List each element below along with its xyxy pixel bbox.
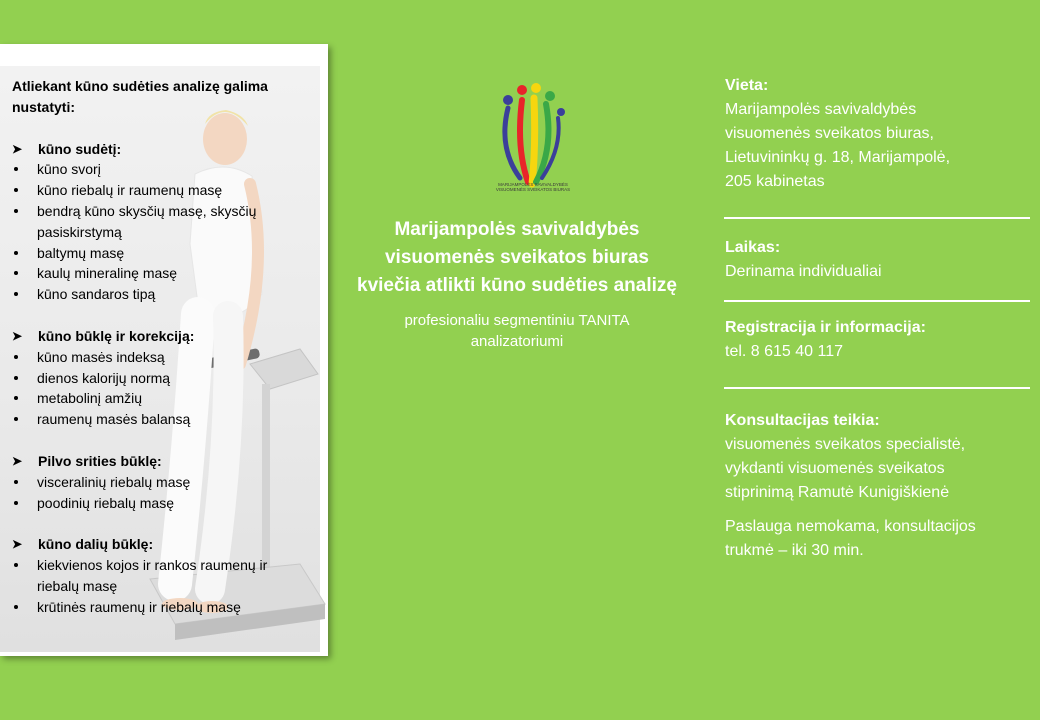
- arrow-bullet-icon: ➤: [12, 141, 23, 156]
- logo-caption: MARIJAMPOLĖS SAVIVALDYBĖS VISUOMENĖS SVEIKATOS BIURAS: [495, 182, 571, 192]
- place-line: 205 kabinetas: [725, 173, 825, 190]
- list-item: visceralinių riebalų masę: [12, 472, 312, 493]
- headline: Marijampolės savivaldybės visuomenės sveikatos biuras kviečia atlikti kūno sudėties analizę: [357, 219, 677, 296]
- arrow-bullet-icon: ➤: [12, 537, 23, 552]
- divider: [724, 217, 1030, 219]
- list-item: krūtinės raumenų ir riebalų masę: [12, 597, 312, 618]
- divider: [724, 300, 1030, 302]
- time-value: Derinama individualiai: [725, 263, 882, 280]
- arrow-bullet-icon: ➤: [12, 328, 23, 343]
- info-panel: [0, 44, 328, 656]
- consultant-line: vykdanti visuomenės sveikatos: [725, 460, 945, 477]
- section-list: [12, 555, 312, 617]
- consultant-line: visuomenės sveikatos specialistė,: [725, 436, 966, 453]
- list-item: baltymų masę: [12, 243, 312, 264]
- list-item: poodinių riebalų masę: [12, 493, 312, 514]
- list-item: kūno riebalų ir raumenų masę: [12, 180, 312, 201]
- place-line: Marijampolės savivaldybės: [725, 101, 917, 118]
- place-label: Vieta:: [725, 77, 769, 94]
- arrow-bullet-icon: ➤: [12, 453, 23, 468]
- service-note: Paslauga nemokama, konsultacijos: [725, 518, 976, 535]
- list-item: kūno masės indeksą: [12, 347, 312, 368]
- details-column: [725, 74, 1030, 563]
- organization-logo: [478, 78, 588, 196]
- list-item: raumenų masės balansą: [12, 409, 312, 430]
- section-title: ➤ kūno būklę ir korekciją:: [12, 326, 312, 347]
- section-list: [12, 159, 312, 305]
- place-line: visuomenės sveikatos biuras,: [725, 125, 934, 142]
- list-item: kiekvienos kojos ir rankos raumenų ir riebalų masę: [12, 555, 312, 597]
- subheadline: profesionaliu segmentiniu TANITA analizatoriumi: [404, 312, 630, 350]
- consultant-line: stiprinimą Ramutė Kunigiškienė: [725, 484, 950, 501]
- list-item: dienos kalorijų normą: [12, 368, 312, 389]
- section-title: ➤ kūno dalių būklę:: [12, 534, 312, 555]
- section-list: [12, 472, 312, 514]
- list-item: kūno sandaros tipą: [12, 284, 312, 305]
- place-line: Lietuvininkų g. 18, Marijampolė,: [725, 149, 951, 166]
- list-item: metabolinį amžių: [12, 388, 312, 409]
- registration-label: Registracija ir informacija:: [725, 319, 926, 336]
- consultant-label: Konsultacijas teikia:: [725, 412, 880, 429]
- registration-phone: tel. 8 615 40 117: [725, 343, 844, 360]
- section-list: [12, 347, 312, 430]
- time-label: Laikas:: [725, 239, 781, 256]
- analysis-intro: Atliekant kūno sudėties analizę galima nustatyti:: [12, 78, 268, 115]
- list-item: kūno svorį: [12, 159, 312, 180]
- analysis-list: [12, 76, 312, 639]
- section-title: ➤ kūno sudėtį:: [12, 139, 312, 160]
- list-item: bendrą kūno skysčių masę, skysčių pasiskirstymą: [12, 201, 312, 243]
- section-title: ➤ Pilvo srities būklę:: [12, 451, 312, 472]
- divider: [724, 387, 1030, 389]
- list-item: kaulų mineralinę masę: [12, 263, 312, 284]
- service-note: trukmė – iki 30 min.: [725, 542, 864, 559]
